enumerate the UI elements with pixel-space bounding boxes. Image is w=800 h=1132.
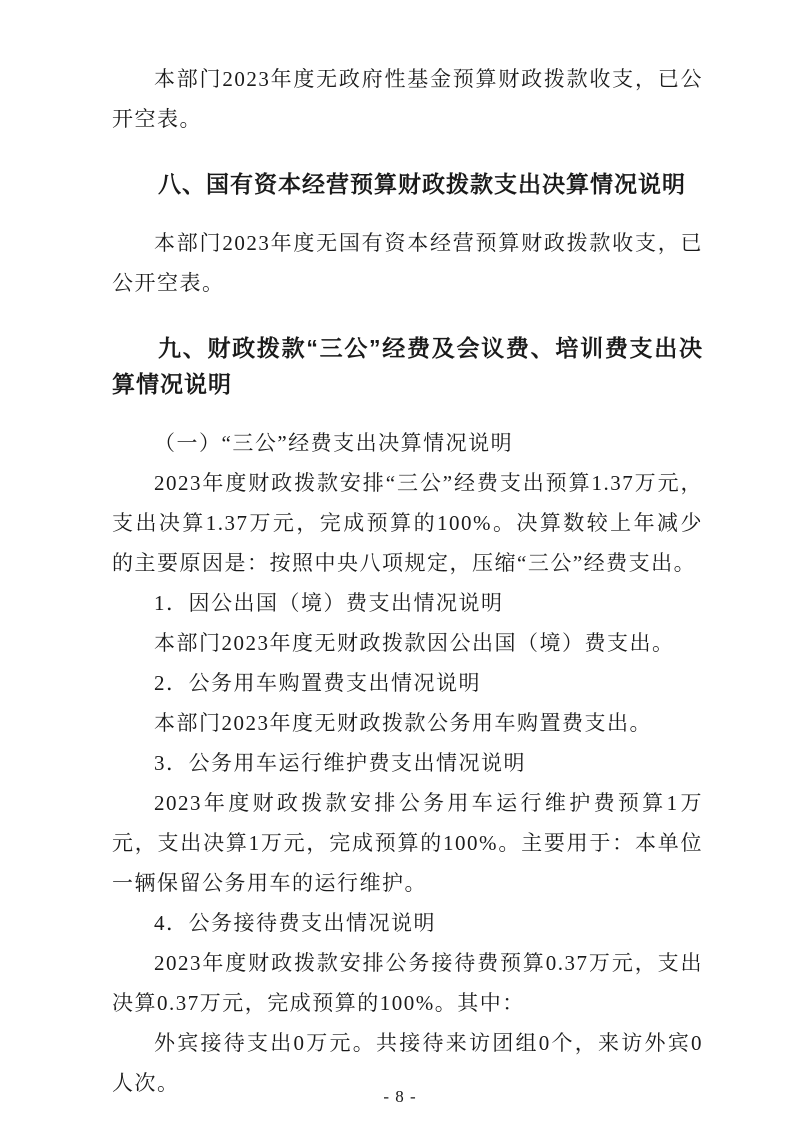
paragraph: 本部门2023年度无国有资本经营预算财政拨款收支，已公开空表。 xyxy=(112,231,703,295)
item-heading-3: 3．公务用车运行维护费支出情况说明 xyxy=(154,751,526,775)
subsection-heading: （一）“三公”经费支出决算情况说明 xyxy=(154,431,514,455)
paragraph: 2023年度财政拨款安排“三公”经费支出预算1.37万元，支出决算1.37万元，完成预算的100%。决算数较上年减少的主要原因是：按照中央八项规定，压缩“三公”经费支出。 xyxy=(112,471,703,575)
item-heading-1: 1．因公出国（境）费支出情况说明 xyxy=(154,591,504,615)
paragraph: 本部门2023年度无财政拨款公务用车购置费支出。 xyxy=(154,711,652,735)
page-number: - 8 - xyxy=(383,1087,417,1106)
section-heading-8: 八、国有资本经营预算财政拨款支出决算情况说明 xyxy=(158,171,686,197)
item-heading-2: 2．公务用车购置费支出情况说明 xyxy=(154,671,481,695)
section-heading-9: 九、财政拨款“三公”经费及会议费、培训费支出决算情况说明 xyxy=(112,335,703,397)
paragraph: 本部门2023年度无政府性基金预算财政拨款收支，已公开空表。 xyxy=(112,67,703,131)
paragraph: 本部门2023年度无财政拨款因公出国（境）费支出。 xyxy=(154,631,675,655)
item-heading-4: 4．公务接待费支出情况说明 xyxy=(154,911,436,935)
document-body xyxy=(112,59,703,1103)
paragraph: 2023年度财政拨款安排公务用车运行维护费预算1万元，支出决算1万元，完成预算的100%。主要用于：本单位一辆保留公务用车的运行维护。 xyxy=(112,791,703,895)
paragraph: 2023年度财政拨款安排公务接待费预算0.37万元，支出决算0.37万元，完成预算的100%。其中： xyxy=(112,951,703,1015)
paragraph: 外宾接待支出0万元。共接待来访团组0个，来访外宾0人次。 xyxy=(112,1031,703,1095)
